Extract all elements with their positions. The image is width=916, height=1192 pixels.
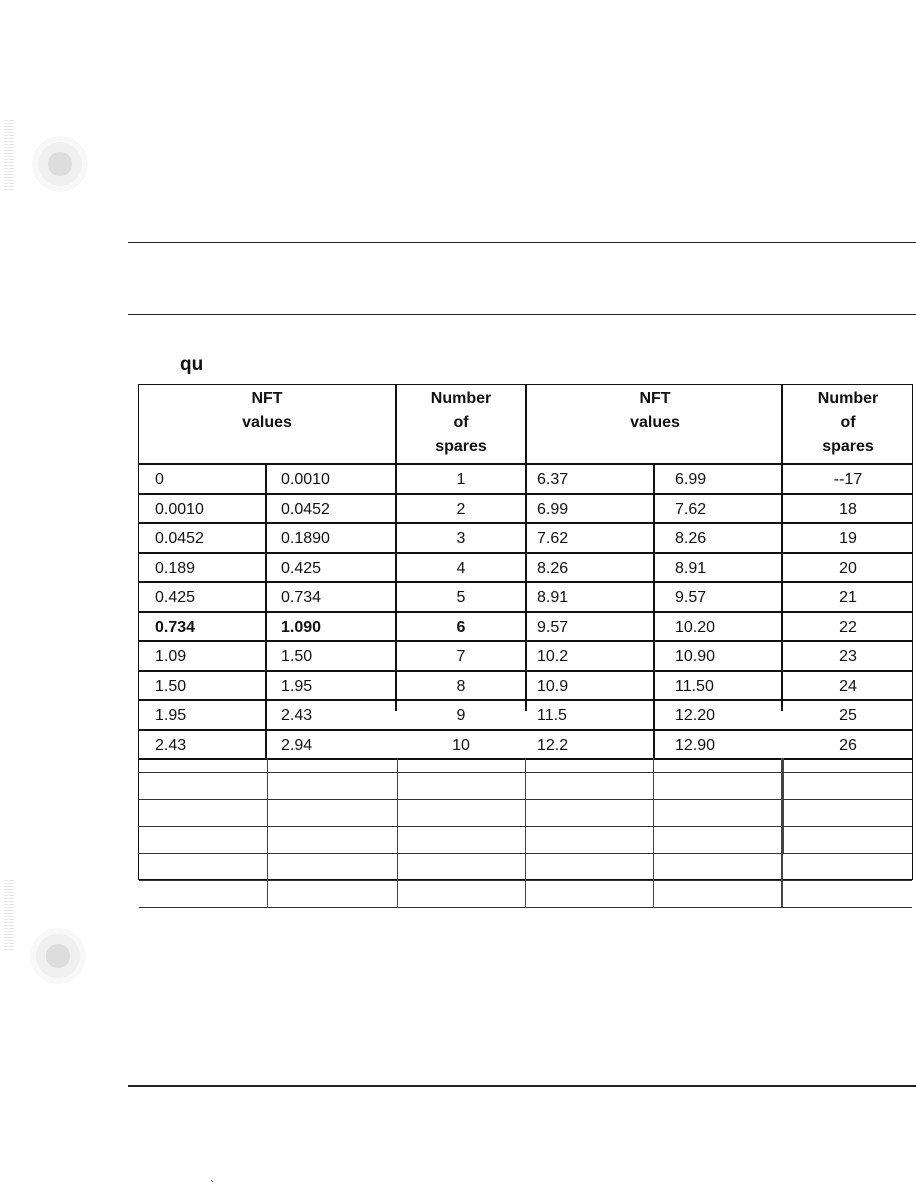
horizontal-rule — [128, 1085, 916, 1087]
punch-hole-top — [32, 136, 88, 192]
table-cell: 0.1890 — [281, 530, 330, 547]
column-divider — [265, 463, 267, 493]
row-divider — [139, 670, 912, 672]
table-cell: 0.734 — [281, 589, 322, 606]
table-cell: 21 — [839, 589, 857, 606]
table-cell: 24 — [839, 677, 857, 695]
table-cell: 1 — [456, 471, 466, 488]
column-divider — [653, 581, 655, 611]
table-cell: 7 — [456, 648, 466, 665]
margin-speckle — [4, 880, 14, 950]
grid-line — [783, 758, 784, 853]
table-cell: 10 — [452, 736, 470, 754]
table-cell: 4 — [456, 559, 466, 577]
table-cell: 3 — [456, 530, 466, 547]
table-cell: --17 — [833, 471, 863, 488]
table-cell: 6.37 — [537, 471, 569, 488]
table-cell: 12.20 — [675, 707, 716, 724]
column-divider — [653, 670, 655, 700]
table-cell: 6.99 — [675, 471, 707, 488]
divider — [525, 385, 527, 711]
table-cell: 0.734 — [155, 618, 196, 636]
row-divider — [139, 640, 912, 642]
table-cell: 11.5 — [537, 707, 567, 724]
header-text: Number — [430, 390, 492, 407]
header-text: spares — [822, 438, 874, 455]
table-cell: 0.425 — [155, 589, 196, 606]
column-divider — [265, 640, 267, 670]
table-cell: 0.0010 — [281, 471, 330, 488]
table-cell: 8.26 — [675, 530, 707, 547]
table-cell: 19 — [839, 530, 857, 547]
header-text: of — [453, 414, 469, 431]
column-divider — [265, 493, 267, 523]
column-divider — [265, 522, 267, 552]
header-text: Number — [817, 390, 879, 407]
column-divider — [653, 699, 655, 729]
stray-mark: ` — [210, 1178, 214, 1192]
table-cell: 0.0452 — [281, 500, 330, 518]
table-cell: 1.95 — [281, 677, 313, 695]
grid-line — [653, 758, 654, 907]
table-cell: 1.95 — [155, 707, 187, 724]
column-divider — [265, 670, 267, 700]
grid-line — [525, 758, 526, 907]
row-divider — [139, 493, 912, 495]
row-divider — [139, 611, 912, 613]
grid-line — [397, 758, 398, 907]
header-text: NFT — [251, 390, 283, 407]
table-cell: 2.43 — [281, 707, 313, 724]
column-divider — [653, 463, 655, 493]
column-divider — [265, 699, 267, 729]
header-text: values — [242, 414, 292, 431]
column-divider — [265, 552, 267, 582]
table-cell: 0.0010 — [155, 500, 204, 518]
header-spares-left — [397, 387, 525, 459]
table-cell: 0 — [155, 471, 164, 488]
partial-heading: qu — [180, 354, 204, 375]
table-cell: 2.94 — [281, 736, 313, 754]
table-cell: 9.57 — [675, 589, 707, 606]
table-cell: 22 — [839, 618, 857, 636]
column-divider — [653, 522, 655, 552]
table-cell: 6.99 — [537, 500, 569, 518]
horizontal-rule — [128, 314, 916, 315]
table-cell: 9 — [456, 707, 466, 724]
table-cell: 0.425 — [281, 559, 322, 577]
table-cell: 1.50 — [281, 648, 313, 665]
table-cell: 12.90 — [675, 736, 716, 754]
row-divider — [139, 581, 912, 583]
nft-spares-table — [138, 384, 913, 880]
column-divider — [265, 581, 267, 611]
table-cell: 8.91 — [675, 559, 707, 577]
header-text: NFT — [639, 390, 671, 407]
row-divider — [139, 699, 912, 701]
table-cell: 8.91 — [537, 589, 569, 606]
horizontal-rule — [128, 242, 916, 243]
table-cell: 1.09 — [155, 648, 187, 665]
table-cell: 10.20 — [675, 618, 716, 636]
header-text: of — [840, 414, 856, 431]
column-divider — [265, 611, 267, 641]
table-cell: 7.62 — [675, 500, 707, 518]
table-cell: 26 — [839, 736, 857, 754]
table-cell: 18 — [839, 500, 857, 518]
header-nft-right — [527, 387, 783, 435]
row-divider — [139, 552, 912, 554]
margin-speckle — [4, 120, 14, 190]
table-cell: 25 — [839, 707, 857, 724]
table-cell: 10.90 — [675, 648, 716, 665]
header-text: values — [630, 414, 680, 431]
grid-line — [139, 907, 912, 908]
header-spares-right — [783, 387, 913, 459]
table-cell: 11.50 — [675, 677, 714, 695]
table-cell: 20 — [839, 559, 857, 577]
table-cell: 1.090 — [281, 618, 322, 636]
column-divider — [653, 611, 655, 641]
row-divider — [139, 463, 912, 465]
table-cell: 23 — [839, 648, 857, 665]
row-divider — [139, 729, 912, 731]
table-cell: 6 — [456, 618, 466, 636]
column-divider — [265, 729, 267, 759]
grid-line — [267, 758, 268, 907]
header-text: spares — [435, 438, 487, 455]
table-cell: 8 — [456, 677, 466, 695]
row-divider — [139, 522, 912, 524]
table-cell: 2.43 — [155, 736, 187, 754]
table-cell: 0.189 — [155, 559, 196, 577]
header-nft-left — [139, 387, 395, 435]
table-cell: 2 — [456, 500, 466, 518]
table-cell: 7.62 — [537, 530, 569, 547]
table-cell: 10.2 — [537, 648, 569, 665]
table-cell: 0.0452 — [155, 530, 204, 547]
punch-hole-bottom — [30, 928, 86, 984]
column-divider — [653, 552, 655, 582]
column-divider — [653, 729, 655, 759]
table-cell: 9.57 — [537, 618, 569, 636]
table-cell: 1.50 — [155, 677, 187, 695]
table-cell: 8.26 — [537, 559, 569, 577]
column-divider — [653, 640, 655, 670]
column-divider — [653, 493, 655, 523]
table-cell: 12.2 — [537, 736, 569, 754]
table-cell: 10.9 — [537, 677, 569, 695]
table-cell: 5 — [456, 589, 466, 606]
